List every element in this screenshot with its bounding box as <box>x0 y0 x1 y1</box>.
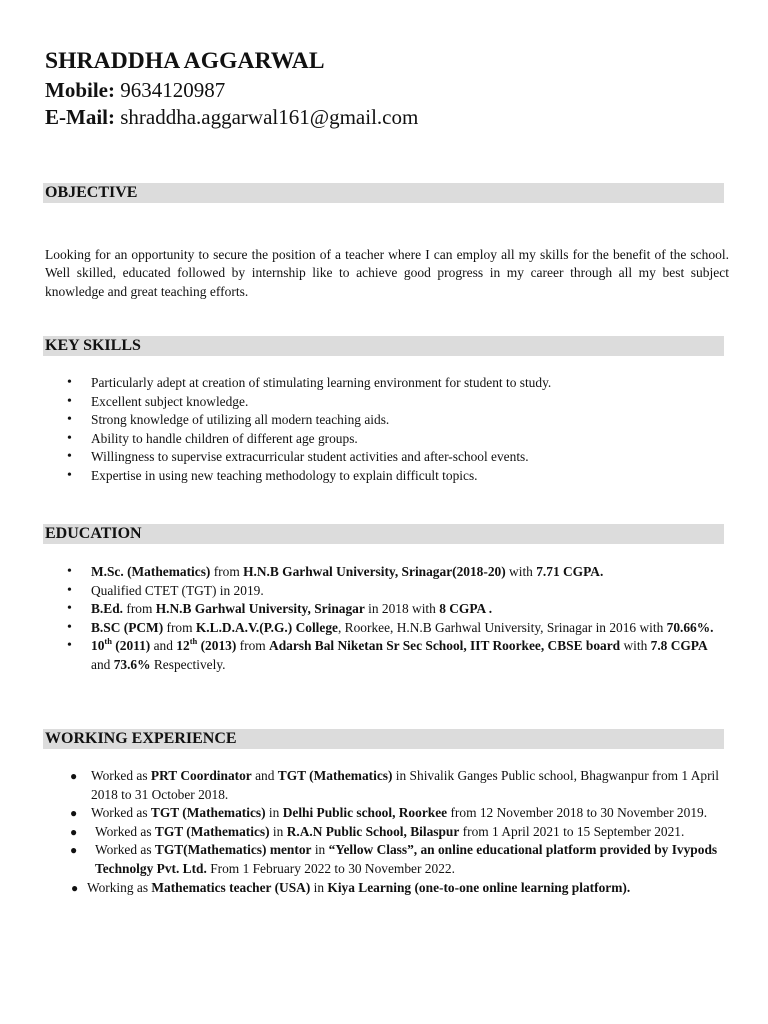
education-item-bsc: • B.SC (PCM) from K.L.D.A.V.(P.G.) College, Roorkee, H.N.B Garhwal University, Srinagar in 2016 with 70.66%. <box>45 619 725 638</box>
mobile-number: 9634120987 <box>120 78 226 102</box>
education-item-msc: • M.Sc. (Mathematics) from H.N.B Garhwal University, Srinagar(2018-20) with 7.71 CGPA. <box>45 563 725 582</box>
education-list <box>45 563 725 675</box>
objective-text: Looking for an opportunity to secure the position of a teacher where I can employ all my skills for the benefit of the school. Well skilled, educated followed by internship like to achieve good progress in my career through all my best subject knowledge and great teaching efforts. <box>45 247 729 299</box>
experience-list <box>45 767 725 897</box>
mobile-label: Mobile: <box>45 78 115 102</box>
mobile-line <box>45 78 225 103</box>
experience-item: ● Worked as TGT (Mathematics) in Delhi Public school, Roorkee from 12 November 2018 to 30 November 2019. <box>45 804 725 823</box>
email-line <box>45 105 418 130</box>
experience-item: ● Worked as TGT(Mathematics) mentor in “Yellow Class”, an online educational platform provided by Ivypods Technolgy Pvt. Ltd. From 1 February 2022 to 30 November 2022. <box>45 841 725 878</box>
objective-heading: OBJECTIVE <box>43 183 724 203</box>
skill-item: • Strong knowledge of utilizing all modern teaching aids. <box>45 411 725 430</box>
email-address: shraddha.aggarwal161@gmail.com <box>120 105 419 129</box>
skill-item: • Excellent subject knowledge. <box>45 393 725 412</box>
skill-item: • Particularly adept at creation of stimulating learning environment for student to study. <box>45 374 725 393</box>
education-item-ctet: • Qualified CTET (TGT) in 2019. <box>45 582 725 601</box>
skill-item: • Expertise in using new teaching methodology to explain difficult topics. <box>45 467 725 486</box>
working-experience-heading: WORKING EXPERIENCE <box>43 729 724 749</box>
experience-item: ● Working as Mathematics teacher (USA) in Kiya Learning (one-to-one online learning platform). <box>45 879 725 898</box>
skill-item: • Willingness to supervise extracurricular student activities and after-school events. <box>45 448 725 467</box>
education-item-bed: • B.Ed. from H.N.B Garhwal University, Srinagar in 2018 with 8 CGPA . <box>45 600 725 619</box>
education-heading: EDUCATION <box>43 524 724 544</box>
experience-item: ● Worked as PRT Coordinator and TGT (Mathematics) in Shivalik Ganges Public school, Bhagwanpur from 1 April 2018 to 31 October 2018. <box>45 767 725 804</box>
key-skills-list <box>45 374 725 486</box>
key-skills-heading: KEY SKILLS <box>43 336 724 356</box>
skill-item: • Ability to handle children of different age groups. <box>45 430 725 449</box>
experience-item: ● Worked as TGT (Mathematics) in R.A.N Public School, Bilaspur from 1 April 2021 to 15 September 2021. <box>45 823 725 842</box>
email-label: E-Mail: <box>45 105 115 129</box>
candidate-name: SHRADDHA AGGARWAL <box>45 48 325 74</box>
education-item-school: • 10th (2011) and 12th (2013) from Adarsh Bal Niketan Sr Sec School, IIT Roorkee, CBSE board with 7.8 CGPA and 73.6% Respectively. <box>45 637 725 674</box>
